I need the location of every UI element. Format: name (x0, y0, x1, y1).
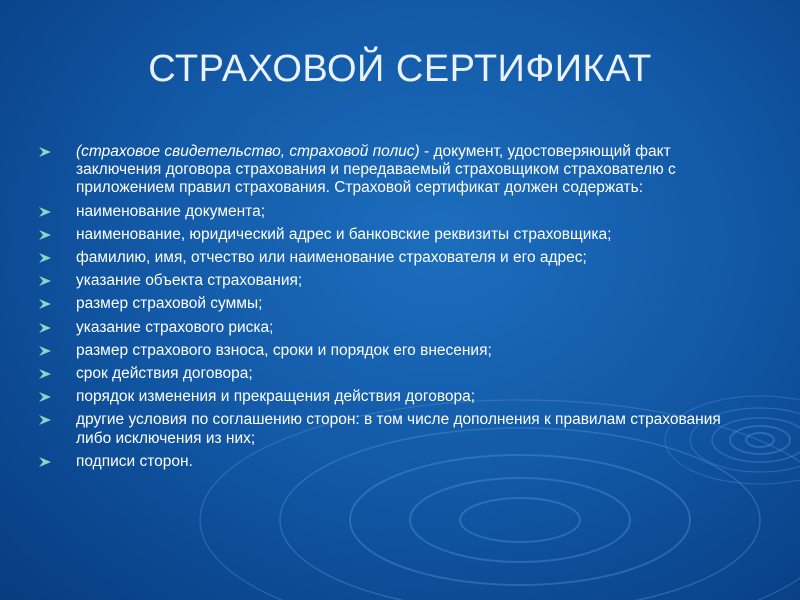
list-item (38, 249, 758, 267)
bullet-text: фамилию, имя, отчество или наименование страхователя и его адрес; (76, 249, 587, 267)
arrow-bullet-icon (38, 206, 52, 218)
bullet-list (38, 143, 758, 476)
list-item (38, 342, 758, 360)
arrow-bullet-icon (38, 456, 52, 468)
bullet-text: - документ, удостоверяющий факт заключения договора страхования и передаваемый страховщиком страхователю с приложением правил страхования. Страховой сертификат должен содержать: (76, 143, 676, 197)
slide-title: СТРАХОВОЙ СЕРТИФИКАТ (148, 48, 652, 90)
arrow-bullet-icon (38, 275, 52, 287)
list-item (38, 143, 758, 198)
arrow-bullet-icon (38, 391, 52, 403)
arrow-bullet-icon (38, 252, 52, 264)
bullet-text: наименование, юридический адрес и банковские реквизиты страховщика; (76, 225, 612, 243)
bullet-text: порядок изменения и прекращения действия договора; (76, 388, 476, 406)
list-item (38, 388, 758, 406)
arrow-bullet-icon (38, 322, 52, 334)
bullet-text: размер страховой суммы; (76, 295, 263, 313)
list-item (38, 295, 758, 313)
list-item (38, 411, 758, 447)
arrow-bullet-icon (38, 229, 52, 241)
arrow-bullet-icon (38, 345, 52, 357)
bullet-text: другие условия по соглашению сторон: в том числе дополнения к правилам страхования либо исключения из них; (76, 411, 721, 447)
arrow-bullet-icon (38, 414, 52, 426)
bullet-text: указание страхового риска; (76, 318, 274, 336)
bullet-text: срок действия договора; (76, 365, 253, 383)
list-item (38, 272, 758, 290)
list-item (38, 319, 758, 337)
bullet-text: размер страхового взноса, сроки и порядок его внесения; (76, 341, 492, 359)
list-item (38, 226, 758, 244)
arrow-bullet-icon (38, 298, 52, 310)
bullet-italic-text: (страховое свидетельство, страховой полис) (76, 143, 420, 160)
list-item (38, 453, 758, 471)
arrow-bullet-icon (38, 146, 52, 158)
list-item (38, 203, 758, 221)
bullet-text: наименование документа; (76, 202, 266, 220)
list-item (38, 365, 758, 383)
bullet-text: указание объекта страхования; (76, 272, 303, 290)
bullet-text: подписи сторон. (76, 452, 193, 470)
arrow-bullet-icon (38, 368, 52, 380)
